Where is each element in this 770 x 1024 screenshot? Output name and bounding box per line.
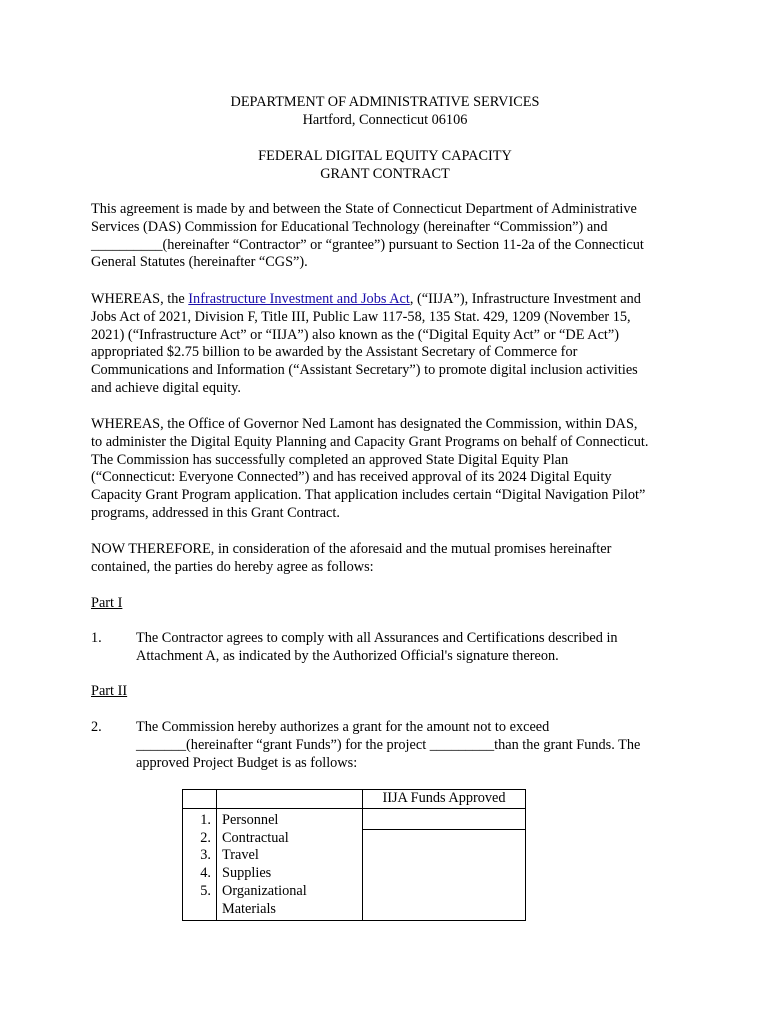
whereas-governor-line: Capacity Grant Program application. That application includes certain “Digital Navigation Pilot” [91,487,646,504]
whereas-governor-paragraph [91,416,691,523]
part2-item-number: 2. [91,719,102,735]
intro-line: __________(hereinafter “Contractor” or “grantee”) pursuant to Section 11-2a of the Connecticut [91,236,644,253]
budget-row-label: Personnel [222,811,279,828]
intro-paragraph [91,201,691,272]
contract-title-line1: FEDERAL DIGITAL EQUITY CAPACITY [258,148,512,164]
part2-item-text [136,719,696,772]
whereas-iija-line: 2021) (“Infrastructure Act” or “IIJA”) also known as the (“Digital Equity Act” or “DE Act”) [91,326,619,343]
part2-heading: Part II [91,683,128,699]
whereas-governor-line: programs, addressed in this Grant Contract. [91,504,340,521]
budget-row-number: 3. [200,847,211,864]
whereas-prefix: WHEREAS, the [91,291,189,307]
whereas-governor-line: The Commission has successfully completed an approved State Digital Equity Plan [91,451,569,468]
contract-title-line2: GRANT CONTRACT [320,166,450,182]
budget-table [182,789,526,921]
budget-header-blank [183,790,217,809]
budget-row-label: Materials [222,900,276,917]
part1-line: The Contractor agrees to comply with all Assurances and Certifications described in [136,630,618,646]
intro-line: This agreement is made by and between the State of Connecticut Department of Administrative [91,201,637,217]
part1-heading: Part I [91,595,123,611]
budget-row-label: Organizational [222,882,307,899]
part1-line: Attachment A, as indicated by the Authorized Official's signature thereon. [136,647,559,664]
whereas-governor-line: to administer the Digital Equity Planning and Capacity Grant Programs on behalf of Connecticut. [91,433,649,450]
whereas-iija-first-line [91,291,691,309]
iija-link[interactable]: Infrastructure Investment and Jobs Act [188,291,410,307]
department-address: Hartford, Connecticut 06106 [302,112,468,128]
whereas-iija-line: and achieve digital equity. [91,379,241,396]
intro-line: Services (DAS) Commission for Educational Technology (hereinafter “Commission”) and [91,218,608,235]
budget-row-number: 2. [200,829,211,846]
whereas-governor-line: WHEREAS, the Office of Governor Ned Lamont has designated the Commission, within DAS, [91,416,638,432]
budget-amount-cell[interactable] [363,830,525,920]
part2-line: approved Project Budget is as follows: [136,754,358,771]
whereas-iija-line: Jobs Act of 2021, Division F, Title III, Public Law 117-58, 135 Stat. 429, 1209 (November 15, [91,308,631,325]
budget-row-number: 1. [200,811,211,828]
department-heading: DEPARTMENT OF ADMINISTRATIVE SERVICES [230,94,540,110]
part2-line: _______(hereinafter “grant Funds”) for the project _________than the grant Funds. The [136,736,641,753]
whereas-iija-paragraph [91,291,691,398]
now-therefore-paragraph [91,541,691,577]
whereas-governor-line: (“Connecticut: Everyone Connected”) and has received approval of its 2024 Digital Equity [91,469,612,486]
now-therefore-line: contained, the parties do hereby agree as follows: [91,558,374,575]
budget-header-blank [217,790,363,809]
now-therefore-line: NOW THEREFORE, in consideration of the aforesaid and the mutual promises hereinafter [91,541,612,557]
budget-amount-cell[interactable] [363,809,525,830]
whereas-suffix: , (“IIJA”), Infrastructure Investment and [409,291,641,307]
budget-row [183,808,526,920]
budget-row-number: 5. [200,882,211,899]
intro-line: General Statutes (hereinafter “CGS”). [91,254,308,271]
budget-header-funds: IIJA Funds Approved [363,790,526,809]
whereas-iija-line: Communications and Information (“Assistant Secretary”) to promote digital inclusion activities [91,362,638,379]
whereas-iija-line: appropriated $2.75 billion to be awarded by the Assistant Secretary of Commerce for [91,344,578,361]
part1-item-number: 1. [91,630,102,646]
part2-line: The Commission hereby authorizes a grant for the amount not to exceed [136,719,550,735]
budget-row-label: Supplies [222,865,272,882]
budget-header-row [183,790,526,809]
budget-row-label: Travel [222,847,259,864]
budget-row-number: 4. [200,865,211,882]
budget-row-label: Contractual [222,829,289,846]
part1-item-text [136,630,696,666]
